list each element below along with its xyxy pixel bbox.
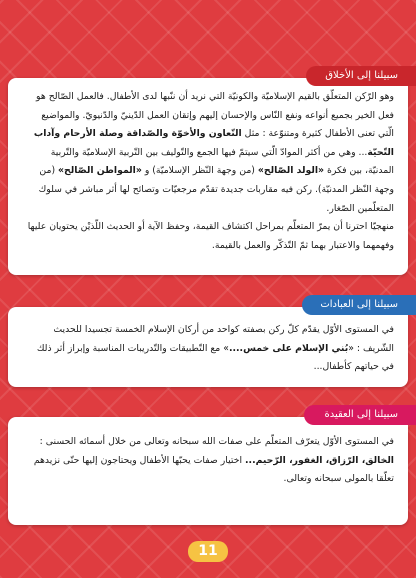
- text-run: (من وجهة النّظر المدنيّة). ركن فيه مقاربات جديدة تقدّم مرجعيّات وتصائح لها أثر مباشر في سلوك المتعلّمين الصّغار.: [38, 165, 394, 214]
- section-paragraph: [24, 88, 394, 218]
- section-card-faith: [8, 417, 408, 525]
- text-run: في المستوى الأوّل يتعرّف المتعلّم على صفات الله سبحانه وتعالى من خلال أسمائه الحسنى :: [39, 436, 394, 447]
- bold-text: الخالق، الرّزاق، الغفور، الرّحيم...: [245, 454, 394, 466]
- text-run: » مع التّطبيقات والتّدريبات المناسبة وإبراز أثر ذلك في حياتهم كأطفال...: [36, 342, 394, 373]
- bold-text: «المواطن الصّالح»: [58, 165, 142, 177]
- section-tab-worship: سبيلنا إلى العبادات: [302, 295, 416, 315]
- section-tab-faith: سبيلنا إلى العقيدة: [304, 405, 416, 425]
- section-body: [8, 417, 408, 489]
- section-body: [8, 78, 408, 255]
- bold-text: «الولد الصّالح»: [257, 165, 325, 177]
- text-run: في المستوى الأوّل يقدّم كلّ ركن بصفته كواحد من أركان الإسلام الخمسة تجسيدا للحديث الشّريف : «: [53, 324, 394, 354]
- section-card-worship: [8, 307, 408, 387]
- section-body: [8, 307, 408, 377]
- text-run: ... وهي من أكثر الموادّ الّتي سيتمّ فيها الجمع والتّوليف بين التّربية الإسلاميّة والتّربية المدنيّة، بين فكرة: [50, 146, 394, 177]
- text-run: اختيار صفات يحبّها الأطفال ويحتاجون إليها حتّى نزيدهم تعلّقا بالمولى سبحانه وتعالى.: [33, 454, 394, 485]
- section-paragraph: [24, 321, 394, 377]
- text-run: وهو الرّكن المتعلّق بالقيم الإسلاميّة والكونيّة التي نريد أن ننّبها لدى الأطفال. فالعمل الصّالح هو فعل الخير بجميع أنواعه ونفع النّاس والإحسان إليهم وإتقان العمل الدّينيّ والدّنيويّ. والمواضيع الّتي تعنى الأطفال كثيرة ومتنوّعة : مثل: [36, 91, 394, 140]
- section-card-ethics: [8, 78, 408, 275]
- page-number-badge: 11: [188, 541, 228, 562]
- bold-text: بُني الإسلام على خمس....: [228, 342, 349, 354]
- text-run: (من وجهة النّظر الإسلاميّة) و: [141, 165, 258, 177]
- section-paragraph: [24, 433, 394, 489]
- section-paragraph: [24, 218, 394, 255]
- text-run: منهجيّا احترنا أن يمرّ المتعلّم بمراحل اكتشاف القيمة، وحفظ الآية أو الحديث اللّذيْن يحتويان عليها وفهمهما والاعتبار بهما ثمّ التّذكّر والعمل بالقيمة.: [27, 221, 394, 251]
- bold-text: التّعاون والأخوّة والصّداقة وصلة الأرحام وآداب التّحيّة: [33, 128, 394, 158]
- section-tab-ethics: سبيلنا إلى الأخلاق: [306, 66, 416, 86]
